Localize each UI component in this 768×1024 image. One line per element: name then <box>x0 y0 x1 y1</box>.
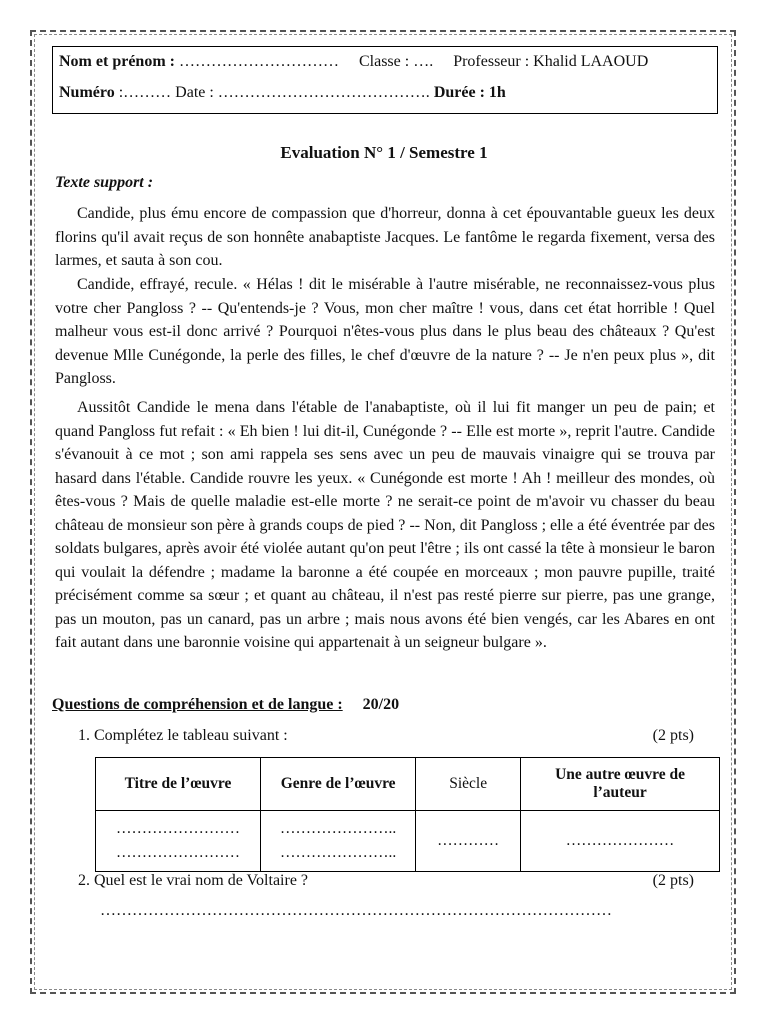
class-field[interactable]: Classe : …. <box>358 53 434 70</box>
cell-genre-line1: ………………….. <box>280 820 397 837</box>
questions-title: Questions de compréhension et de langue : <box>52 696 343 713</box>
cell-other-work[interactable]: ………………… <box>521 811 720 872</box>
paragraph-2 <box>55 273 715 391</box>
table-header-row <box>96 758 720 811</box>
number-field[interactable]: :……… <box>114 84 176 101</box>
name-field[interactable]: ………………………… <box>178 53 339 70</box>
header-other-work-line1: Une autre œuvre de <box>555 766 685 783</box>
number-label: Numéro <box>59 84 115 101</box>
header-century: Siècle <box>416 758 521 811</box>
duration-value: : 1h <box>475 84 506 101</box>
paragraph-1-text: Candide, plus ému encore de compassion que d'horreur, donna à cet épouvantable gueux les deux florins qu'il avait reçus de son honnête anabaptiste Jacques. Le fantôme le regarda fixement, versa des larmes, et sauta à son cou. <box>55 205 715 269</box>
header-line-2 <box>59 84 506 102</box>
support-text-label: Texte support : <box>55 174 154 191</box>
cell-genre-line2: ………………….. <box>280 844 397 861</box>
questions-header <box>52 696 399 714</box>
cell-title-line2: …………………… <box>116 844 240 861</box>
cell-century[interactable]: ………… <box>416 811 521 872</box>
question-2-points: (2 pts) <box>652 872 694 889</box>
header-title: Titre de l’œuvre <box>96 758 261 811</box>
paragraph-3-text: Aussitôt Candide le mena dans l'étable de l'anabaptiste, où il lui fit manger un peu de pain; et quand Pangloss fut refait : « Eh bien ! lui dit-il, Cunégonde ? -- Elle est morte », reprit l'autre. Candide s'évanouit à ce mot ; son ami rappela ses sens avec un peu de mauvais vinaigre qui se trouva par hasard dans l'étable. Candide rouvre les yeux. « Cunégonde est morte ! Ah ! meilleur des mondes, où êtes-vous ? Mais de quelle maladie est-elle morte ? ne serait-ce point de m'avoir vu chasser du beau château de monsieur son père à grands coups de pied ? -- Non, dit Pangloss ; elle a été éventrée par des soldats bulgares, après avoir été violée autant qu'on peut l'être ; ils ont cassé la tête à monsieur le baron qui voulait la défendre ; madame la baronne a été coupée en morceaux ; mon pauvre pupille, traité précisément comme sa sœur ; et quant au château, il n'est pas resté pierre sur pierre, pas une grange, pas un mouton, pas un canard, pas un arbre ; mais nous avons été bien vengés, car les Abares en ont fait autant dans une baronnie voisine qui appartenait à un seigneur bulgare ». <box>55 399 715 651</box>
student-info-box <box>52 46 718 114</box>
question-2 <box>78 872 694 890</box>
cell-title[interactable] <box>96 811 261 872</box>
question-1-points: (2 pts) <box>652 727 694 744</box>
question-1-text: 1. Complétez le tableau suivant : <box>78 727 288 744</box>
page-title: Evaluation N° 1 / Semestre 1 <box>280 143 488 162</box>
header-other-work-line2: l’auteur <box>593 784 647 801</box>
header-other-work <box>521 758 720 811</box>
question-2-text: 2. Quel est le vrai nom de Voltaire ? <box>78 872 309 889</box>
teacher-label: Professeur : Khalid LAAOUD <box>453 53 649 70</box>
answer-table <box>95 757 720 872</box>
duration-label: Durée <box>433 84 476 101</box>
paragraph-2-text: Candide, effrayé, recule. « Hélas ! dit le misérable à l'autre misérable, ne reconnaissez-vous plus votre cher Pangloss ? -- Qu'entends-je ? Vous, mon cher maître ! vous, dans cet état horrible ! Quel malheur vous est-il donc arrivé ? Pourquoi n'êtes-vous plus dans le plus beau des châteaux ? Qu'est devenue Mlle Cunégonde, la perle des filles, le chef d'œuvre de la nature ? -- Je n'en peux plus », dit Pangloss. <box>55 276 715 387</box>
question-1 <box>78 727 694 745</box>
paragraph-1 <box>55 202 715 273</box>
header-genre: Genre de l’œuvre <box>261 758 416 811</box>
cell-title-line1: …………………… <box>116 820 240 837</box>
header-line-1 <box>59 53 648 71</box>
questions-score: 20/20 <box>362 696 400 713</box>
name-label: Nom et prénom : <box>59 53 175 70</box>
paragraph-3 <box>55 396 715 655</box>
answer-line[interactable]: …………………………………………………………………………………… <box>100 902 612 919</box>
cell-genre[interactable] <box>261 811 416 872</box>
table-row <box>96 811 720 872</box>
date-field[interactable]: Date : …………………………………. <box>175 84 430 101</box>
